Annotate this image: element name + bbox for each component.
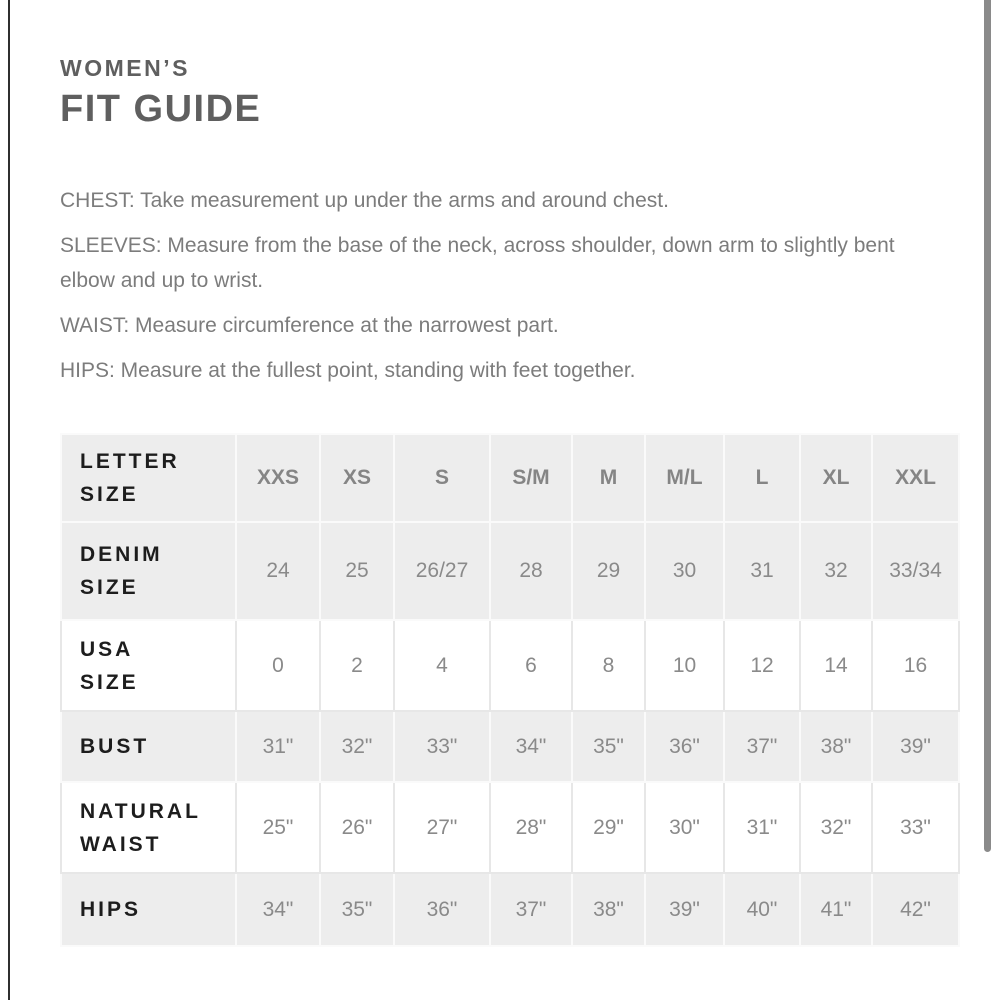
column-header-s: S: [394, 434, 490, 522]
usa-size-cell: 0: [236, 620, 320, 711]
column-header-l: L: [724, 434, 800, 522]
denim-size-cell: 28: [490, 522, 572, 620]
hips-cell: 41": [800, 873, 872, 946]
instruction-sleeves: SLEEVES: Measure from the base of the neck, across shoulder, down arm to slightly bent elbow and up to wrist.: [60, 234, 895, 292]
row-label-letter-size: LETTER SIZE: [61, 434, 236, 522]
bust-cell: 32": [320, 711, 394, 782]
denim-size-cell: 32: [800, 522, 872, 620]
usa-size-cell: 2: [320, 620, 394, 711]
usa-size-cell: 14: [800, 620, 872, 711]
natural-waist-cell: 25": [236, 782, 320, 873]
row-label-natural-waist: NATURAL WAIST: [61, 782, 236, 873]
bust-cell: 37": [724, 711, 800, 782]
hips-cell: 39": [645, 873, 724, 946]
column-header-xxs: XXS: [236, 434, 320, 522]
denim-size-cell: 29: [572, 522, 645, 620]
window-left-border: [8, 0, 10, 1000]
hips-cell: 35": [320, 873, 394, 946]
row-label-denim-size: DENIM SIZE: [61, 522, 236, 620]
natural-waist-cell: 30": [645, 782, 724, 873]
bust-cell: 33": [394, 711, 490, 782]
natural-waist-cell: 26": [320, 782, 394, 873]
natural-waist-cell: 27": [394, 782, 490, 873]
bust-cell: 36": [645, 711, 724, 782]
hips-cell: 38": [572, 873, 645, 946]
natural-waist-cell: 28": [490, 782, 572, 873]
hips-cell: 42": [872, 873, 959, 946]
usa-size-cell: 10: [645, 620, 724, 711]
denim-size-cell: 33/34: [872, 522, 959, 620]
table-row-denim-size: [61, 522, 959, 620]
bust-cell: 38": [800, 711, 872, 782]
hips-cell: 34": [236, 873, 320, 946]
natural-waist-cell: 29": [572, 782, 645, 873]
denim-size-cell: 26/27: [394, 522, 490, 620]
column-header-m: M: [572, 434, 645, 522]
hips-cell: 37": [490, 873, 572, 946]
usa-size-cell: 4: [394, 620, 490, 711]
denim-size-cell: 24: [236, 522, 320, 620]
denim-size-cell: 30: [645, 522, 724, 620]
page-title: FIT GUIDE: [60, 88, 262, 130]
column-header-xs: XS: [320, 434, 394, 522]
row-label-bust: BUST: [61, 711, 236, 782]
hips-cell: 36": [394, 873, 490, 946]
bust-cell: 34": [490, 711, 572, 782]
size-chart-table: [60, 433, 960, 947]
instruction-hips: HIPS: Measure at the fullest point, standing with feet together.: [60, 359, 636, 382]
natural-waist-cell: 32": [800, 782, 872, 873]
instruction-waist: WAIST: Measure circumference at the narrowest part.: [60, 314, 559, 337]
instruction-chest: CHEST: Take measurement up under the arms and around chest.: [60, 189, 669, 212]
table-row-usa-size: [61, 620, 959, 711]
page-eyebrow: WOMEN’S: [60, 55, 190, 81]
bust-cell: 31": [236, 711, 320, 782]
table-row-natural-waist: [61, 782, 959, 873]
usa-size-cell: 8: [572, 620, 645, 711]
row-label-hips: HIPS: [61, 873, 236, 946]
fit-guide-page: [60, 0, 960, 398]
column-header-ml: M/L: [645, 434, 724, 522]
denim-size-cell: 31: [724, 522, 800, 620]
measurement-instructions: [60, 183, 960, 388]
scrollbar-thumb[interactable]: [984, 0, 991, 852]
column-header-xxl: XXL: [872, 434, 959, 522]
hips-cell: 40": [724, 873, 800, 946]
column-header-xl: XL: [800, 434, 872, 522]
bust-cell: 35": [572, 711, 645, 782]
natural-waist-cell: 33": [872, 782, 959, 873]
natural-waist-cell: 31": [724, 782, 800, 873]
table-row-hips: [61, 873, 959, 946]
usa-size-cell: 12: [724, 620, 800, 711]
bust-cell: 39": [872, 711, 959, 782]
column-header-sm: S/M: [490, 434, 572, 522]
table-row-bust: [61, 711, 959, 782]
usa-size-cell: 16: [872, 620, 959, 711]
usa-size-cell: 6: [490, 620, 572, 711]
table-row-letter-size: [61, 434, 959, 522]
row-label-usa-size: USA SIZE: [61, 620, 236, 711]
denim-size-cell: 25: [320, 522, 394, 620]
